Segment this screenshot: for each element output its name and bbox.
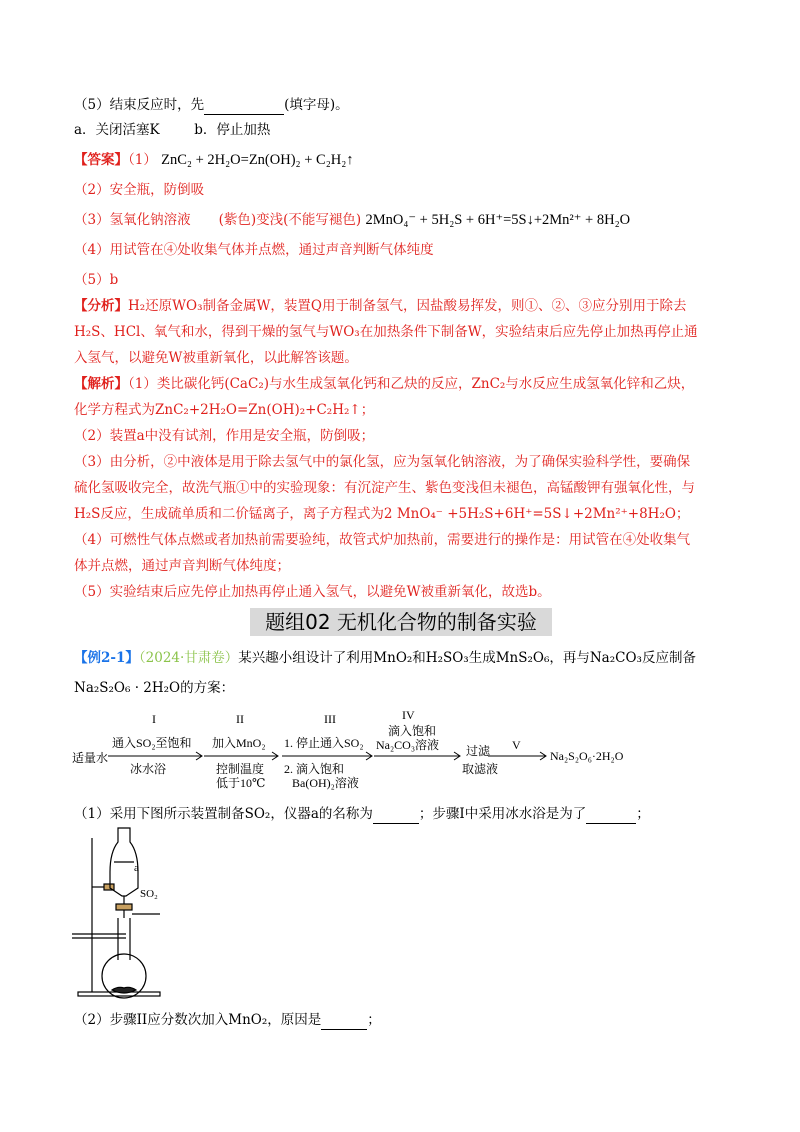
answer-3-formula: 2MnO₄⁻ + 5H₂S + 6H⁺=5S↓+2Mn²⁺ + 8H₂O [365, 212, 631, 228]
q5-option-a: a．关闭活塞K [74, 122, 160, 138]
example-label: 【例2-1】 [74, 650, 139, 666]
flow-filter: 过滤 [466, 744, 491, 758]
stopcock [116, 904, 132, 910]
explain-tag: 【解析】 [74, 376, 128, 392]
so2-apparatus [68, 822, 178, 1002]
q5-option-b: b．停止加热 [194, 122, 271, 138]
flow-step-2-bottom-2: 低于10℃ [216, 776, 266, 790]
flow-step-3-bottom-2: Ba(OH)₂溶液 [292, 776, 359, 790]
flow-step-2-top: 加入MnO₂ [212, 736, 266, 750]
section-title: 题组02 无机化合物的制备实验 [250, 608, 552, 636]
flow-step-4-num: IV [402, 708, 415, 722]
flow-end-product: Na₂S₂O₆·2H₂O [550, 749, 624, 763]
explain-line-2: 化学方程式为ZnC₂+2H₂O=Zn(OH)₂+C₂H₂↑； [74, 402, 375, 418]
q2-blank[interactable] [321, 1015, 367, 1030]
answer-line-5: （5）b [74, 272, 119, 288]
answer-line-1 [74, 150, 740, 170]
q5-options [74, 120, 740, 140]
explain-line-4: （3）由分析，②中液体是用于除去氢气中的氯化氢，应为氢氧化钠溶液，为了确保实验科学性，要确保 [74, 454, 691, 470]
answer-3-prefix: （3）氢氧化钠溶液 [74, 212, 191, 228]
apparatus-drawing [68, 822, 178, 1002]
flow-step-3-bottom-1: 2. 滴入饱和 [284, 762, 345, 776]
q5-stem-prefix: （5）结束反应时，先 [74, 97, 205, 113]
flask-solid [112, 987, 136, 993]
flow-step-4-top-1: 滴入饱和 [388, 724, 437, 738]
explain-line-7: （4）可燃性气体点燃或者加热前需要验纯，故管式炉加热前，需要进行的操作是：用试管在④处收集气 [74, 532, 691, 548]
q1-text-1: （1）采用下图所示装置制备SO₂，仪器a的名称为 [74, 806, 373, 822]
explain-text-1: （1）类比碳化钙(CaC₂)与水生成氢氧化钙和乙炔的反应，ZnC₂与水反应生成氢氧化锌和乙炔， [128, 376, 695, 392]
flow-step-2-bottom-1: 控制温度 [216, 762, 265, 776]
flow-start: 适量水 [72, 751, 109, 765]
explain-line-5: 硫化氢吸收完全，故洗气瓶①中的实验现象：有沉淀产生、紫色变浅但未褪色，高锰酸钾有强氧化性，与 [74, 480, 695, 496]
explain-line-8: 体并点燃，通过声音判断气体纯度； [74, 558, 290, 574]
apparatus-label-so2: SO₂ [140, 888, 158, 900]
q1-text-2: ；步骤I中采用冰水浴是为了 [418, 806, 587, 822]
flow-filtrate: 取滤液 [462, 762, 499, 776]
answer-line-4: （4）用试管在④处收集气体并点燃，通过声音判断气体纯度 [74, 242, 434, 258]
flow-step-2-num: II [236, 712, 244, 726]
flow-step-1-bottom: 冰水浴 [130, 762, 167, 776]
flow-step-4-top-2: Na₂CO₃溶液 [376, 738, 440, 752]
flow-step-1-num: I [152, 712, 156, 726]
explain-line-1 [74, 374, 740, 394]
apparatus-label-a: a [134, 862, 139, 874]
process-flow-diagram [72, 708, 712, 798]
example-line-1 [74, 648, 740, 668]
analysis-tag: 【分析】 [74, 298, 128, 314]
flow-step-1-top: 通入SO₂至饱和 [112, 736, 192, 750]
explain-line-9: （5）实验结束后应先停止加热再停止通入氢气，以避免W被重新氧化，故选b。 [74, 584, 551, 600]
answer-tag: 【答案】 [74, 152, 128, 168]
q1-line [74, 804, 740, 824]
flow-step-5-num: V [512, 738, 521, 752]
answer-1-num: （1） [128, 152, 157, 168]
q1-blank-1[interactable] [373, 809, 419, 824]
analysis-line-3: 入氢气，以避免W被重新氧化，以此解答该题。 [74, 350, 358, 366]
q2-line [74, 1010, 740, 1030]
answer-3-mid: (紫色)变浅(不能写褪色) [218, 212, 362, 228]
flow-step-3-top: 1. 停止通入SO₂ [284, 736, 364, 750]
q5-answer-blank[interactable] [204, 100, 284, 115]
explain-line-3: （2）装置a中没有试剂，作用是安全瓶，防倒吸； [74, 428, 375, 444]
flow-step-3-num: III [324, 712, 336, 726]
q2-text-1: （2）步骤II应分数次加入MnO₂，原因是 [74, 1012, 322, 1028]
q1-text-3: ； [636, 806, 650, 822]
q5-stem-suffix: (填字母)。 [284, 97, 349, 113]
example-text-1: 某兴趣小组设计了利用MnO₂和H₂SO₃生成MnS₂O₆，再与Na₂CO₃反应制备 [238, 650, 696, 666]
answer-line-3 [74, 210, 740, 230]
analysis-line-1 [74, 296, 740, 316]
analysis-line-2: H₂S、HCl、氧气和水，得到干燥的氢气与WO₃在加热条件下制备W，实验结束后应先停止加热再停止通 [74, 324, 698, 340]
answer-line-2: （2）安全瓶，防倒吸 [74, 182, 205, 198]
example-source: （2024·甘肃卷） [138, 650, 239, 666]
q1-blank-2[interactable] [586, 809, 636, 824]
explain-line-6: H₂S反应，生成硫单质和二价锰离子，离子方程式为2 MnO₄⁻ +5H₂S+6H⁺=5S↓+2Mn²⁺+8H₂O； [74, 506, 690, 522]
q5-stem [74, 95, 740, 115]
q2-text-2: ； [367, 1012, 381, 1028]
analysis-text-1: H₂还原WO₃制备金属W，装置Q用于制备氢气，因盐酸易挥发，则①、②、③应分别用于除去 [128, 298, 687, 314]
example-line-2: Na₂S₂O₆ · 2H₂O的方案： [74, 680, 235, 696]
answer-1-formula: ZnC₂ + 2H₂O=Zn(OH)₂ + C₂H₂↑ [161, 152, 354, 168]
